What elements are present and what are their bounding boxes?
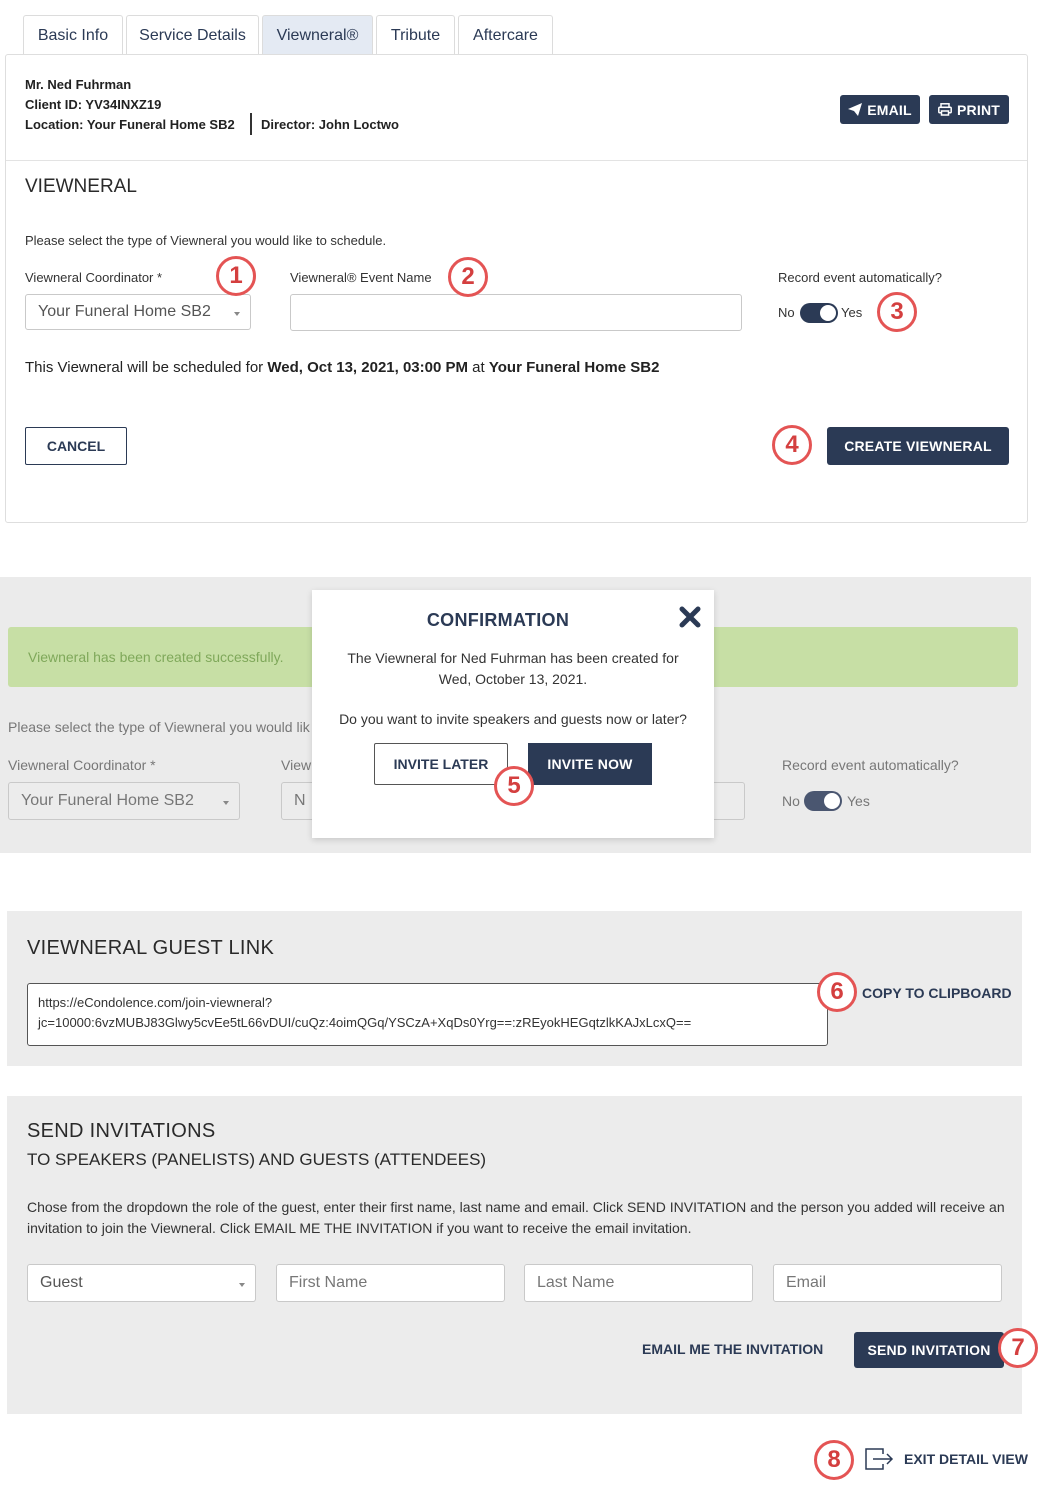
- confirmation-overlay-section: [0, 577, 1031, 853]
- bg-coordinator-label: Viewneral Coordinator *: [8, 757, 156, 773]
- schedule-date: Wed, Oct 13, 2021, 03:00 PM: [267, 359, 468, 376]
- step-badge-2: 2: [448, 257, 488, 297]
- invitations-subtitle: TO SPEAKERS (PANELISTS) AND GUESTS (ATTENDEES): [27, 1150, 487, 1169]
- guest-link-field[interactable]: [27, 983, 828, 1046]
- bg-instruction: Please select the type of Viewneral you would lik: [8, 719, 310, 735]
- toggle-knob: [820, 305, 836, 321]
- chevron-down-icon: [223, 801, 229, 805]
- chevron-down-icon: [239, 1283, 245, 1287]
- step-badge-8: 8: [814, 1440, 854, 1480]
- tab-label: Aftercare: [473, 26, 538, 44]
- paper-plane-icon: [848, 103, 862, 116]
- tab-basic-info[interactable]: [23, 15, 123, 55]
- tab-label: Service Details: [139, 26, 246, 44]
- modal-message: The Viewneral for Ned Fuhrman has been created for Wed, October 13, 2021.: [347, 650, 679, 687]
- email-me-invitation-button[interactable]: EMAIL ME THE INVITATION: [642, 1341, 824, 1357]
- bg-event-value: N: [294, 792, 306, 809]
- toggle-yes-label: Yes: [841, 305, 863, 320]
- send-invitation-label: SEND INVITATION: [867, 1342, 991, 1358]
- step-badge-6: 6: [817, 972, 857, 1012]
- event-name-label: Viewneral® Event Name: [290, 270, 432, 285]
- copy-to-clipboard-button[interactable]: COPY TO CLIPBOARD: [862, 985, 1012, 1001]
- close-icon[interactable]: [679, 606, 701, 628]
- exit-detail-view-link[interactable]: [864, 1447, 1028, 1471]
- invite-later-button[interactable]: [374, 743, 508, 785]
- exit-icon: [864, 1447, 894, 1471]
- toggle-knob: [824, 793, 840, 809]
- exit-label: EXIT DETAIL VIEW: [904, 1451, 1028, 1467]
- send-invitation-button[interactable]: [854, 1332, 1004, 1368]
- cancel-button[interactable]: [25, 427, 127, 465]
- email-input[interactable]: [773, 1264, 1002, 1302]
- guest-link-line2: jc=10000:6vzMUBJ83Glwy5cvEe5tL66vDUI/cuQz:4oimQGq/YSCzA+XqDs0Yrg==:zREyokHEGqtzlkKAJxLcxQ==: [38, 1015, 692, 1030]
- schedule-prefix: This Viewneral will be scheduled for: [25, 359, 268, 376]
- header-divider: [6, 160, 1027, 161]
- client-name: Mr. Ned Fuhrman: [25, 77, 132, 92]
- instruction-text: Please select the type of Viewneral you would like to schedule.: [25, 233, 387, 248]
- tab-label: Tribute: [390, 26, 441, 44]
- toggle-no-label: No: [778, 305, 795, 320]
- coordinator-label: Viewneral Coordinator *: [25, 270, 163, 285]
- bg-event-label: View: [281, 757, 312, 773]
- modal-question: Do you want to invite speakers and guests now or later?: [339, 711, 687, 727]
- event-name-input[interactable]: [290, 294, 742, 331]
- invitations-description: Chose from the dropdown the role of the guest, enter their first name, last name and email. Click SEND INVITATION and the person you added will receive an invitation to join the Viewneral. Click EMAIL ME THE INVITATION if you want to receive the email invitation.: [27, 1199, 1005, 1236]
- tab-aftercare[interactable]: [458, 15, 553, 55]
- client-id: Client ID: YV34INXZ19: [25, 97, 162, 112]
- invite-now-label: INVITE NOW: [547, 756, 633, 772]
- schedule-location: Your Funeral Home SB2: [488, 359, 660, 376]
- coordinator-value: Your Funeral Home SB2: [38, 303, 211, 320]
- record-label: Record event automatically?: [778, 270, 943, 285]
- bg-toggle-yes: Yes: [847, 793, 870, 809]
- invite-now-button[interactable]: [528, 743, 652, 785]
- send-invitations-section: [7, 1096, 1022, 1414]
- email-button[interactable]: [840, 95, 920, 124]
- bg-coordinator-value: Your Funeral Home SB2: [21, 792, 194, 809]
- bg-record-toggle: [804, 791, 842, 811]
- print-button[interactable]: [929, 95, 1009, 124]
- step-badge-1: 1: [216, 256, 256, 296]
- tab-label: Basic Info: [37, 26, 109, 44]
- section-title: VIEWNERAL: [25, 176, 137, 197]
- last-name-placeholder: Last Name: [537, 1274, 615, 1291]
- step-badge-5: 5: [494, 766, 534, 806]
- role-select[interactable]: [27, 1264, 256, 1302]
- tab-label: Viewneral®: [276, 26, 359, 44]
- chevron-down-icon: [234, 312, 240, 316]
- viewneral-panel: [5, 54, 1028, 523]
- schedule-text: [25, 359, 659, 376]
- bg-toggle-no: No: [782, 793, 800, 809]
- step-badge-4: 4: [772, 425, 812, 465]
- create-label: CREATE VIEWNERAL: [844, 438, 992, 454]
- coordinator-select[interactable]: [25, 294, 251, 330]
- cancel-label: CANCEL: [46, 438, 106, 454]
- role-value: Guest: [40, 1274, 83, 1291]
- last-name-input[interactable]: [524, 1264, 753, 1302]
- first-name-input[interactable]: [276, 1264, 505, 1302]
- tab-viewneral[interactable]: [262, 15, 373, 55]
- print-label: PRINT: [957, 101, 1000, 118]
- record-toggle[interactable]: [800, 303, 838, 323]
- guest-link-title: VIEWNERAL GUEST LINK: [27, 937, 275, 959]
- bg-coordinator-select: [8, 782, 240, 820]
- first-name-placeholder: First Name: [289, 1274, 368, 1291]
- printer-icon: [938, 103, 952, 116]
- tab-service-details[interactable]: [126, 15, 259, 55]
- invitations-title: SEND INVITATIONS: [27, 1120, 216, 1142]
- client-director: Director: John Loctwo: [261, 117, 399, 132]
- guest-link-section: [7, 911, 1022, 1066]
- step-badge-3: 3: [877, 292, 917, 332]
- email-placeholder: Email: [786, 1274, 827, 1291]
- success-alert: Viewneral has been created successfully.: [8, 627, 1018, 687]
- client-location: Location: Your Funeral Home SB2: [25, 117, 235, 132]
- modal-title: CONFIRMATION: [426, 610, 570, 630]
- guest-link-line1: https://eCondolence.com/join-viewneral?: [38, 995, 273, 1010]
- bg-record-label: Record event automatically?: [782, 757, 959, 773]
- email-label: EMAIL: [867, 101, 912, 118]
- divider: [250, 113, 252, 135]
- step-badge-7: 7: [998, 1328, 1038, 1368]
- invite-later-label: INVITE LATER: [393, 756, 489, 772]
- create-viewneral-button[interactable]: [827, 427, 1009, 465]
- schedule-mid: at: [468, 359, 489, 376]
- tab-tribute[interactable]: [376, 15, 455, 55]
